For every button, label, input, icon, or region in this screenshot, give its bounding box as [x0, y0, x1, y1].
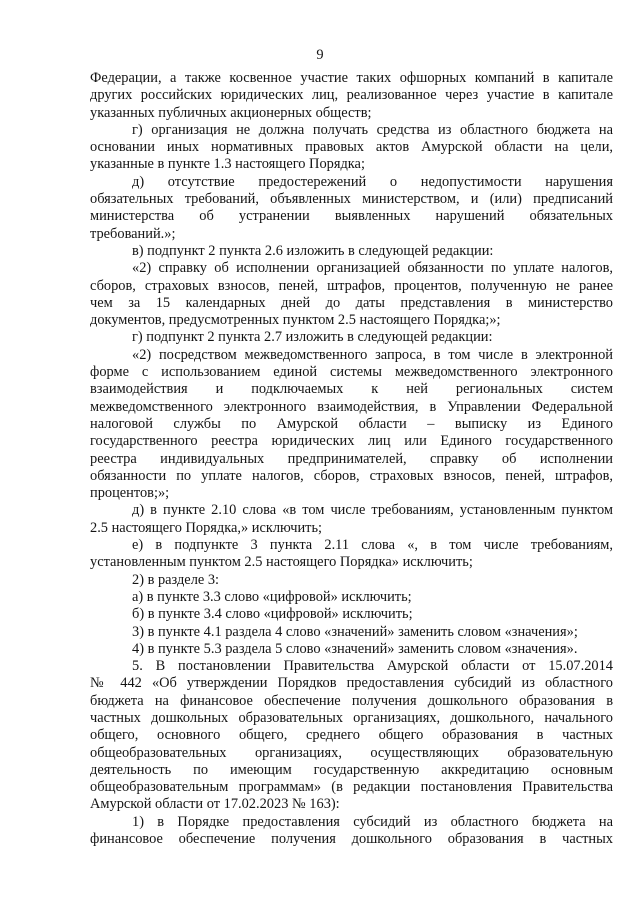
text-line: «2) посредством межведомственного запроса, в том числе в электронной [132, 346, 613, 363]
text-line: взаимодействия и подключаемых к ней региональных систем [90, 381, 613, 398]
text-line: общеобразовательных организациях, осуществляющих образовательную [90, 744, 613, 761]
paragraph [90, 502, 613, 537]
paragraph [90, 641, 613, 658]
text-line: процентов;»; [90, 485, 170, 502]
text-line: а) в пункте 3.3 слово «цифровой» исключить; [132, 588, 412, 605]
paragraph [90, 174, 613, 243]
text-line: 4) в пункте 5.3 раздела 5 слово «значений» заменить словом «значения». [132, 640, 578, 657]
text-line: б) в пункте 3.4 слово «цифровой» исключить; [132, 606, 413, 623]
text-line: обязанности по уплате налогов, сборов, страховых взносов, пеней, штрафов, [90, 467, 613, 484]
paragraph [90, 572, 613, 589]
paragraph [90, 589, 613, 606]
text-line: Амурской области от 17.02.2023 № 163): [90, 796, 340, 813]
text-line: г) организация не должна получать средства из областного бюджета на [132, 121, 613, 138]
paragraph [90, 260, 613, 329]
paragraph [90, 347, 613, 503]
text-line: реестра индивидуальных предпринимателей, справку об исполнении [90, 450, 613, 467]
text-line: 5. В постановлении Правительства Амурской области от 15.07.2014 [132, 658, 613, 675]
text-line: других российских юридических лиц, реализованное через участие в капитале [90, 87, 613, 104]
text-line: общеобразовательным программам» (в редакции постановления Правительства [90, 779, 613, 796]
text-line: чем за 15 календарных дней до даты представления в министерство [90, 294, 613, 311]
text-line: указанные в пункте 1.3 настоящего Порядка; [90, 156, 365, 173]
text-line: частных дошкольных образовательных организациях, дошкольного, начального [90, 709, 613, 726]
page-number: 9 [316, 47, 324, 63]
text-line: основании иных нормативных правовых актов Амурской области на цели, [90, 139, 613, 156]
text-line: г) подпункт 2 пункта 2.7 изложить в следующей редакции: [132, 329, 493, 346]
text-line: Федерации, а также косвенное участие таких офшорных компаний в капитале [90, 70, 613, 86]
text-line: в) подпункт 2 пункта 2.6 изложить в следующей редакции: [132, 242, 494, 259]
paragraph [90, 814, 613, 849]
text-line: министерства об устранении выявленных нарушений обязательных [90, 208, 613, 225]
paragraph [90, 537, 613, 572]
text-line: № 442 «Об утверждении Порядков предоставления субсидий из областного [90, 675, 613, 692]
text-line: д) отсутствие предостережений о недопустимости нарушения [132, 173, 613, 190]
text-line: финансовое обеспечение получения дошкольного образования в частных [90, 831, 613, 848]
text-line: документов, предусмотренных пунктом 2.5 настоящего Порядка;»; [90, 312, 501, 329]
document-body [90, 70, 613, 848]
text-line: установленным пунктом 2.5 настоящего Порядка» исключить; [90, 554, 473, 571]
text-line: обязательных требований, объявленных министерством, и (или) предписаний [90, 191, 613, 208]
paragraph [90, 624, 613, 641]
text-line: 2.5 настоящего Порядка,» исключить; [90, 519, 323, 536]
text-line: налоговой службы по Амурской области – выписку из Единого [90, 415, 613, 432]
text-line: д) в пункте 2.10 слова «в том числе требованиям, установленным пунктом [132, 502, 613, 519]
text-line: общего, основного общего, среднего общего образования в частных [90, 727, 613, 744]
paragraph [90, 70, 613, 122]
text-line: требований.»; [90, 225, 176, 242]
text-line: форме с использованием единой системы межведомственного электронного [90, 364, 613, 381]
text-line: бюджета на финансовое обеспечение получения дошкольного образования в [90, 692, 613, 709]
text-line: межведомственного электронного взаимодействия, в Управлении Федеральной [90, 398, 613, 415]
text-line: 3) в пункте 4.1 раздела 4 слово «значений» заменить словом «значения»; [132, 623, 578, 640]
paragraph [90, 243, 613, 260]
text-line: 1) в Порядке предоставления субсидий из областного бюджета на [132, 813, 613, 830]
paragraph [90, 329, 613, 346]
paragraph [90, 658, 613, 814]
paragraph [90, 606, 613, 623]
text-line: 2) в разделе 3: [132, 571, 220, 588]
paragraph [90, 122, 613, 174]
text-line: е) в подпункте 3 пункта 2.11 слова «, в том числе требованиям, [132, 537, 613, 554]
text-line: указанных публичных акционерных обществ; [90, 104, 372, 121]
text-line: деятельность по имеющим государственную аккредитацию основным [90, 761, 613, 778]
text-line: государственного реестра юридических лиц или Единого государственного [90, 433, 613, 450]
text-line: «2) справку об исполнении организацией обязанности по уплате налогов, [132, 260, 613, 277]
text-line: сборов, страховых взносов, пеней, штрафов, процентов, полученную не ранее [90, 277, 613, 294]
